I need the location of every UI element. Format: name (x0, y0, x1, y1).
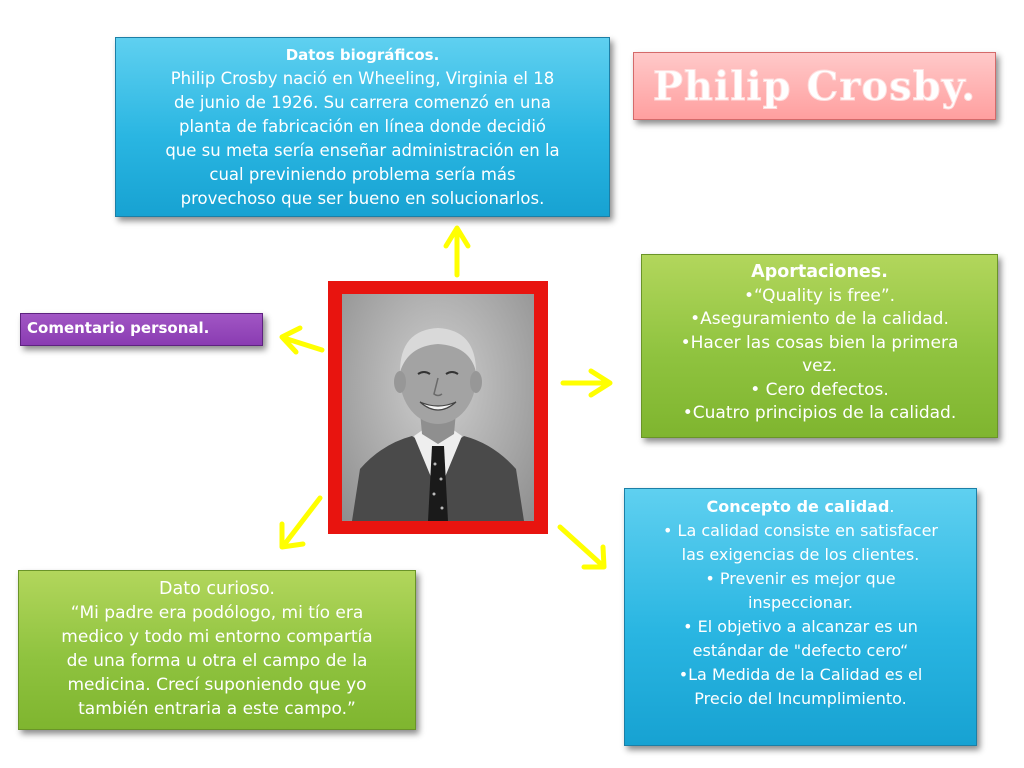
dato-heading: Dato curioso. (159, 579, 275, 599)
dato-line: “Mi padre era podólogo, mi tío era (70, 603, 364, 623)
arrow-right (563, 371, 610, 395)
concepto-line: •La Medida de la Calidad es el (678, 665, 923, 684)
bio-box (115, 37, 610, 217)
concepto-heading: Concepto de calidad (706, 497, 890, 516)
dato-line: medicina. Crecí suponiendo que yo (67, 675, 367, 695)
concepto-line: • El objetivo a alcanzar es un (683, 617, 918, 636)
aportaciones-line: •Hacer las cosas bien la primera (680, 332, 959, 353)
concepto-line: estándar de "defecto cero“ (692, 641, 909, 660)
portrait-photo (342, 294, 534, 521)
arrow-up (446, 228, 468, 275)
concepto-box (624, 488, 977, 746)
photo-frame (328, 281, 548, 534)
bio-line: de junio de 1926. Su carrera comenzó en una (174, 93, 551, 112)
comentario-box[interactable] (20, 313, 263, 346)
aportaciones-line: vez. (802, 356, 837, 376)
concepto-line: inspeccionar. (748, 593, 853, 612)
concepto-heading-suffix: . (889, 497, 895, 516)
concepto-line: • La calidad consiste en satisfacer (663, 521, 938, 540)
bio-line: provechoso que ser bueno en solucionarlos. (180, 189, 545, 208)
concepto-line: • Prevenir es mejor que (705, 569, 896, 588)
bio-heading: Datos biográficos. (285, 46, 440, 64)
aportaciones-line: •“Quality is free”. (743, 285, 896, 306)
concepto-heading-row (635, 495, 966, 519)
bio-line: que su meta sería enseñar administración en la (165, 141, 560, 160)
concepto-line: las exigencias de los clientes. (681, 545, 920, 564)
bio-line: cual previniendo problema sería más (209, 165, 516, 184)
bio-line: Philip Crosby nació en Wheeling, Virginia el 18 (170, 69, 555, 88)
aportaciones-line: •Aseguramiento de la calidad. (690, 309, 949, 329)
concepto-line: Precio del Incumplimiento. (694, 689, 907, 708)
aportaciones-line: •Cuatro principios de la calidad. (682, 403, 957, 423)
arrow-down-right (560, 527, 604, 567)
portrait-icon (342, 294, 534, 521)
aportaciones-box (641, 254, 998, 438)
aportaciones-line: • Cero defectos. (750, 379, 889, 400)
dato-line: también entraria a este campo.” (78, 699, 356, 719)
page-title: Philip Crosby. (652, 62, 977, 110)
dato-line: medico y todo mi entorno compartía (61, 627, 373, 647)
title-box (633, 52, 996, 120)
arrow-left (282, 328, 322, 352)
dato-box (18, 570, 416, 730)
comentario-label: Comentario personal. (27, 319, 210, 337)
bio-line: planta de fabricación en línea donde decidió (178, 117, 547, 136)
arrow-down-left (282, 498, 320, 547)
dato-line: de una forma u otra el campo de la (66, 651, 368, 671)
aportaciones-heading: Aportaciones. (751, 262, 888, 282)
